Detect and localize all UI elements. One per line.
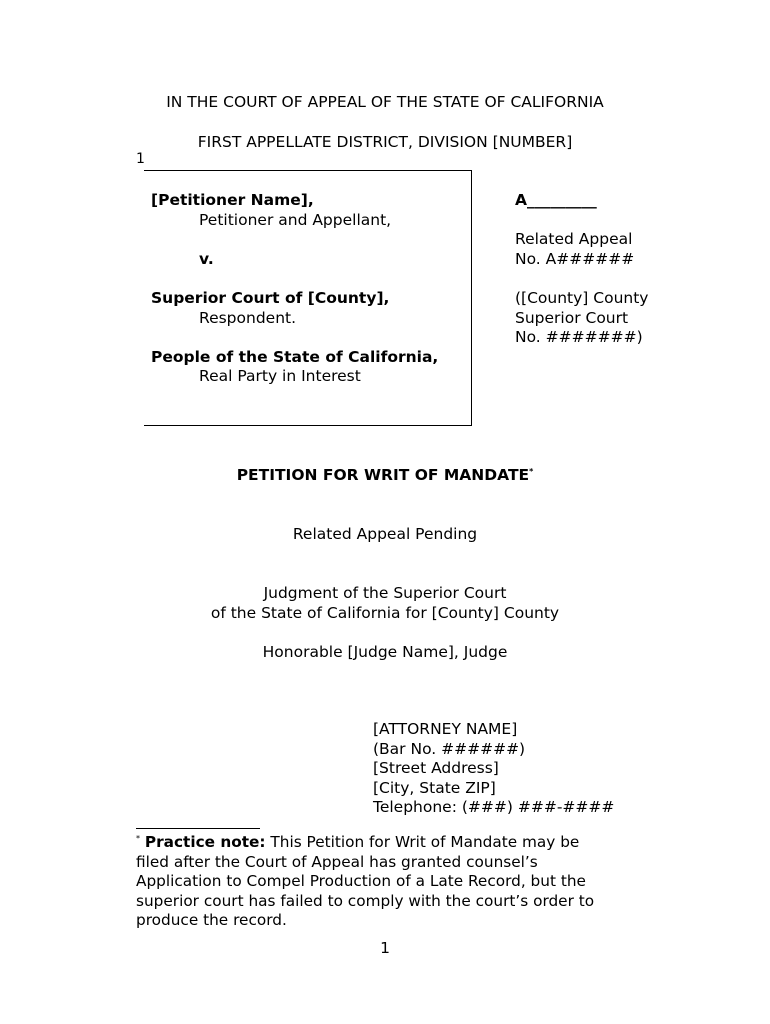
footnote-marker: * bbox=[136, 833, 140, 843]
judgment-line-1: Judgment of the Superior Court bbox=[263, 584, 507, 602]
attorney-street: [Street Address] bbox=[373, 759, 499, 778]
real-party-name: People of the State of California, bbox=[151, 347, 439, 366]
caption-bottom-border bbox=[144, 425, 472, 426]
real-party-role: Real Party in Interest bbox=[199, 367, 361, 386]
judgment-line-2: of the State of California for [County] County bbox=[210, 603, 560, 622]
footnote-line-1: This Petition for Writ of Mandate may be bbox=[265, 833, 580, 851]
versus: v. bbox=[199, 249, 214, 268]
footnote-separator bbox=[136, 828, 260, 829]
attorney-bar-no: (Bar No. ######) bbox=[373, 739, 526, 758]
attorney-name: [ATTORNEY NAME] bbox=[373, 720, 518, 738]
judge-line: Honorable [Judge Name], Judge bbox=[262, 643, 508, 661]
superior-court-line: Superior Court bbox=[515, 308, 629, 327]
respondent-role: Respondent. bbox=[199, 308, 297, 327]
document-title-text: PETITION FOR WRIT OF MANDATE bbox=[236, 466, 530, 484]
related-appeal-pending: Related Appeal Pending bbox=[292, 525, 478, 543]
footnote-line-2: filed after the Court of Appeal has granted counsel’s bbox=[136, 852, 538, 871]
page-number: 1 bbox=[380, 939, 390, 957]
caption-top-border bbox=[144, 170, 472, 171]
attorney-city: [City, State ZIP] bbox=[373, 778, 496, 797]
caption-right-border bbox=[471, 170, 472, 426]
footnote bbox=[136, 833, 594, 931]
line-number: 1 bbox=[136, 151, 145, 167]
footnote-line-3: Application to Compel Production of a Late Record, but the bbox=[136, 872, 586, 891]
case-number: A_________ bbox=[515, 191, 597, 209]
superior-court-number: No. #######) bbox=[515, 328, 643, 347]
attorney-block bbox=[373, 720, 614, 818]
caption-parties bbox=[151, 191, 438, 387]
related-appeal-label: Related Appeal bbox=[515, 230, 633, 249]
footnote-line-5: produce the record. bbox=[136, 911, 287, 930]
document-title bbox=[0, 466, 770, 484]
petitioner-name: [Petitioner Name], bbox=[151, 191, 314, 209]
related-appeal-number: No. A###### bbox=[515, 249, 635, 268]
county-line: ([County] County bbox=[515, 288, 649, 307]
footnote-label: Practice note: bbox=[144, 833, 266, 851]
case-info bbox=[515, 191, 648, 348]
court-heading: IN THE COURT OF APPEAL OF THE STATE OF CALIFORNIA bbox=[166, 93, 604, 111]
footnote-line-4: superior court has failed to comply with the court’s order to bbox=[136, 891, 595, 910]
respondent-name: Superior Court of [County], bbox=[151, 288, 390, 307]
attorney-telephone: Telephone: (###) ###-#### bbox=[373, 798, 615, 817]
district-heading: FIRST APPELLATE DISTRICT, DIVISION [NUMBER] bbox=[197, 133, 573, 151]
title-footnote-marker: * bbox=[529, 466, 534, 476]
judgment-block bbox=[0, 584, 770, 623]
petitioner-role: Petitioner and Appellant, bbox=[199, 210, 392, 229]
